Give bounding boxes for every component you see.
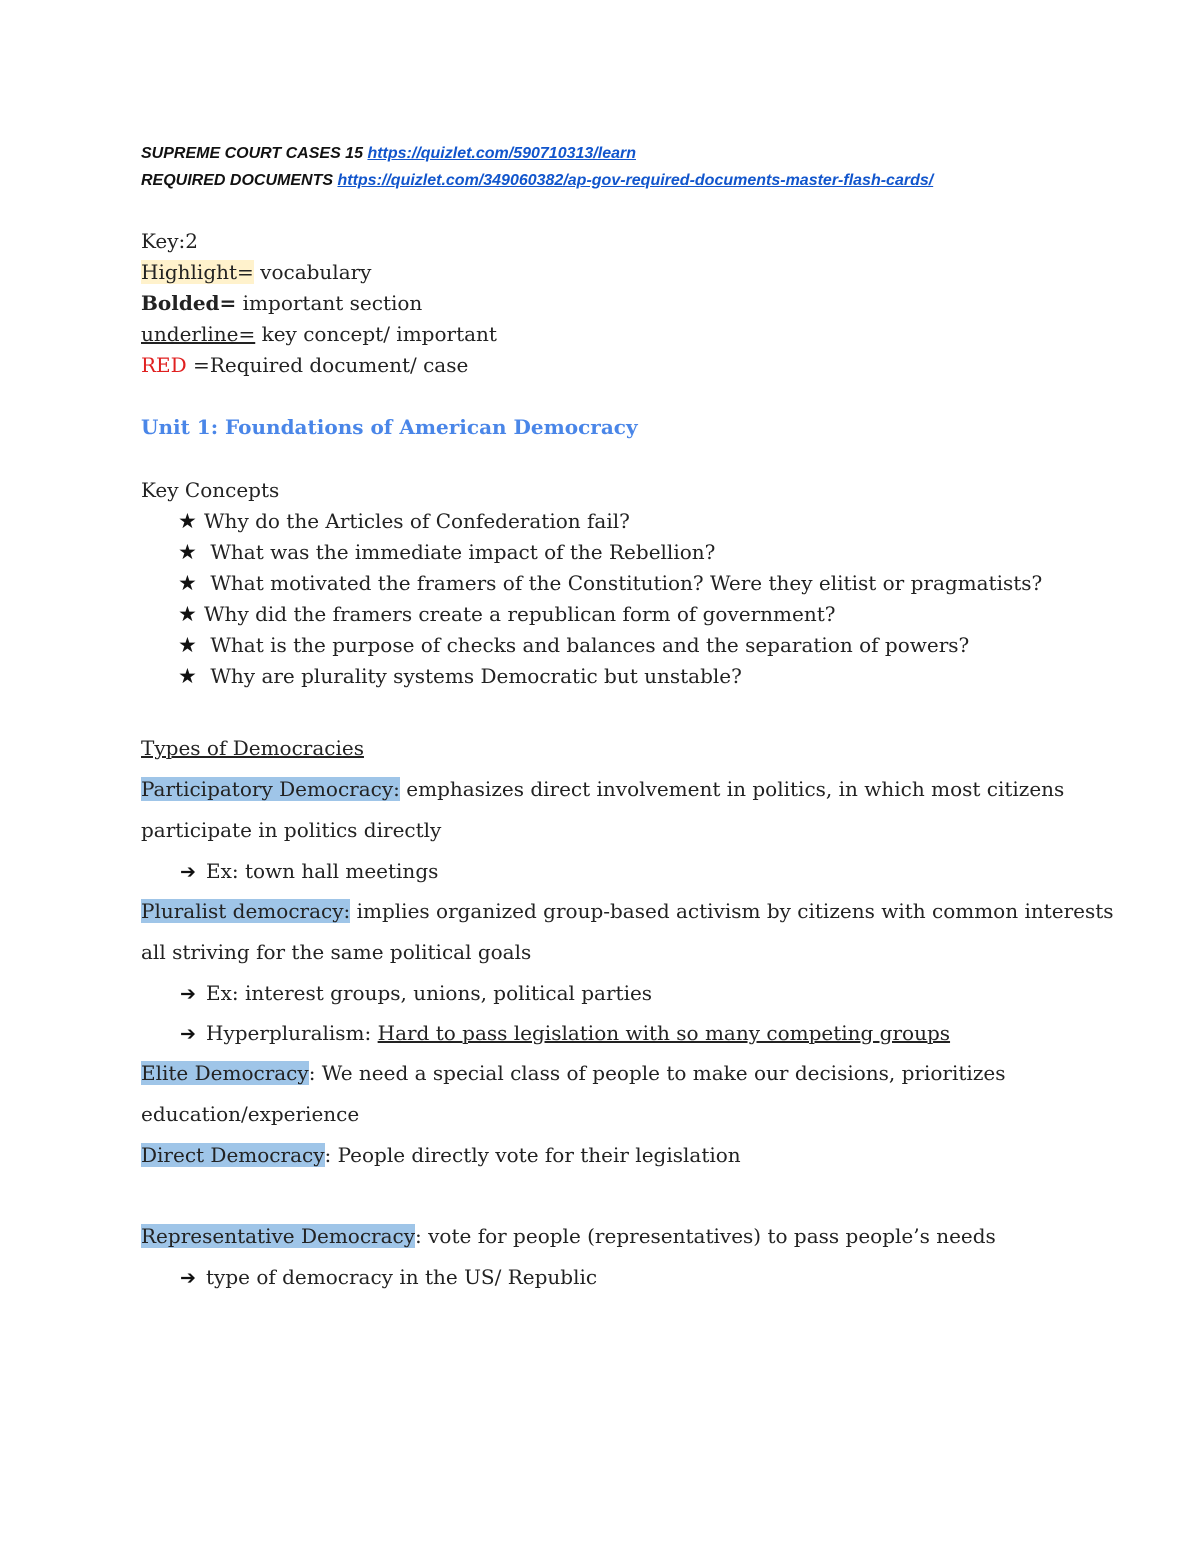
hyperpluralism-text: Hard to pass legislation with so many competing groups <box>377 1021 951 1045</box>
key-concept-text: What is the purpose of checks and balances and the separation of powers? <box>204 633 970 657</box>
representative-note <box>180 1265 597 1290</box>
key-concept-item <box>178 540 715 564</box>
participatory-def: emphasizes direct involvement in politics, in which most citizens <box>399 777 1065 801</box>
types-title: Types of Democracies <box>141 736 364 760</box>
pluralist-def-cont: all striving for the same political goals <box>141 940 532 964</box>
representative-term: Representative Democracy <box>141 1224 416 1248</box>
key-title: Key:2 <box>141 229 199 253</box>
key-concept-item <box>178 571 1042 595</box>
star-icon: ★ <box>178 540 197 564</box>
star-icon: ★ <box>178 602 197 626</box>
pluralist-row <box>141 899 1114 923</box>
participatory-row <box>141 777 1064 801</box>
participatory-example <box>180 859 438 884</box>
star-icon: ★ <box>178 633 197 657</box>
cases-link[interactable]: https://quizlet.com/590710313/learn <box>367 145 636 162</box>
key-concept-item <box>178 633 969 657</box>
pluralist-example <box>180 981 652 1006</box>
arrow-right-icon: ➔ <box>180 1267 196 1289</box>
key-concept-item <box>178 509 630 533</box>
key-highlight-row <box>141 260 371 284</box>
star-icon: ★ <box>178 509 197 533</box>
unit-title: Unit 1: Foundations of American Democracy <box>141 415 638 439</box>
direct-def: : People directly vote for their legislation <box>324 1143 741 1167</box>
hyperpluralism-item <box>180 1021 950 1046</box>
example-text: Ex: town hall meetings <box>206 859 439 883</box>
key-concept-text: What was the immediate impact of the Rebellion? <box>204 540 716 564</box>
pluralist-def: implies organized group-based activism by citizens with common interests <box>350 899 1114 923</box>
key-highlight-text: vocabulary <box>253 260 372 284</box>
elite-def-cont: education/experience <box>141 1102 360 1126</box>
cases-label: SUPREME COURT CASES 15 <box>141 145 363 162</box>
key-underline-label: underline= <box>141 322 256 346</box>
representative-def: : vote for people (representatives) to pass people’s needs <box>415 1224 996 1248</box>
key-bold-label: Bolded= <box>141 291 237 315</box>
participatory-term: Participatory Democracy: <box>141 777 400 801</box>
direct-term: Direct Democracy <box>141 1143 325 1167</box>
cases-link-line <box>141 144 636 164</box>
arrow-right-icon: ➔ <box>180 861 196 883</box>
key-concept-item <box>178 602 836 626</box>
key-highlight-label: Highlight= <box>141 260 254 284</box>
docs-link-line <box>141 171 933 191</box>
elite-term: Elite Democracy <box>141 1061 309 1085</box>
key-concept-item <box>178 664 742 688</box>
key-red-row <box>141 353 468 377</box>
key-red-label: RED <box>141 353 187 377</box>
elite-def: : We need a special class of people to make our decisions, prioritizes <box>308 1061 1006 1085</box>
docs-label: REQUIRED DOCUMENTS <box>141 172 334 189</box>
key-concept-text: Why did the framers create a republican form of government? <box>204 602 836 626</box>
key-concept-text: Why are plurality systems Democratic but unstable? <box>204 664 742 688</box>
note-text: type of democracy in the US/ Republic <box>206 1265 598 1289</box>
example-text: Ex: interest groups, unions, political parties <box>206 981 653 1005</box>
arrow-right-icon: ➔ <box>180 1023 196 1045</box>
key-bold-row <box>141 291 422 315</box>
key-concepts-title: Key Concepts <box>141 478 280 502</box>
key-concept-text: Why do the Articles of Confederation fail? <box>204 509 630 533</box>
key-red-text: =Required document/ case <box>186 353 469 377</box>
elite-row <box>141 1061 1005 1085</box>
hyperpluralism-label: Hyperpluralism: <box>206 1021 378 1045</box>
key-concept-text: What motivated the framers of the Constitution? Were they elitist or pragmatists? <box>204 571 1043 595</box>
key-underline-row <box>141 322 497 346</box>
arrow-right-icon: ➔ <box>180 983 196 1005</box>
key-bold-text: important section <box>236 291 423 315</box>
key-underline-text: key concept/ important <box>255 322 497 346</box>
participatory-def-cont: participate in politics directly <box>141 818 442 842</box>
representative-row <box>141 1224 996 1248</box>
direct-row <box>141 1143 741 1167</box>
star-icon: ★ <box>178 571 197 595</box>
docs-link[interactable]: https://quizlet.com/349060382/ap-gov-required-documents-master-flash-cards/ <box>337 172 934 189</box>
pluralist-term: Pluralist democracy: <box>141 899 351 923</box>
star-icon: ★ <box>178 664 197 688</box>
